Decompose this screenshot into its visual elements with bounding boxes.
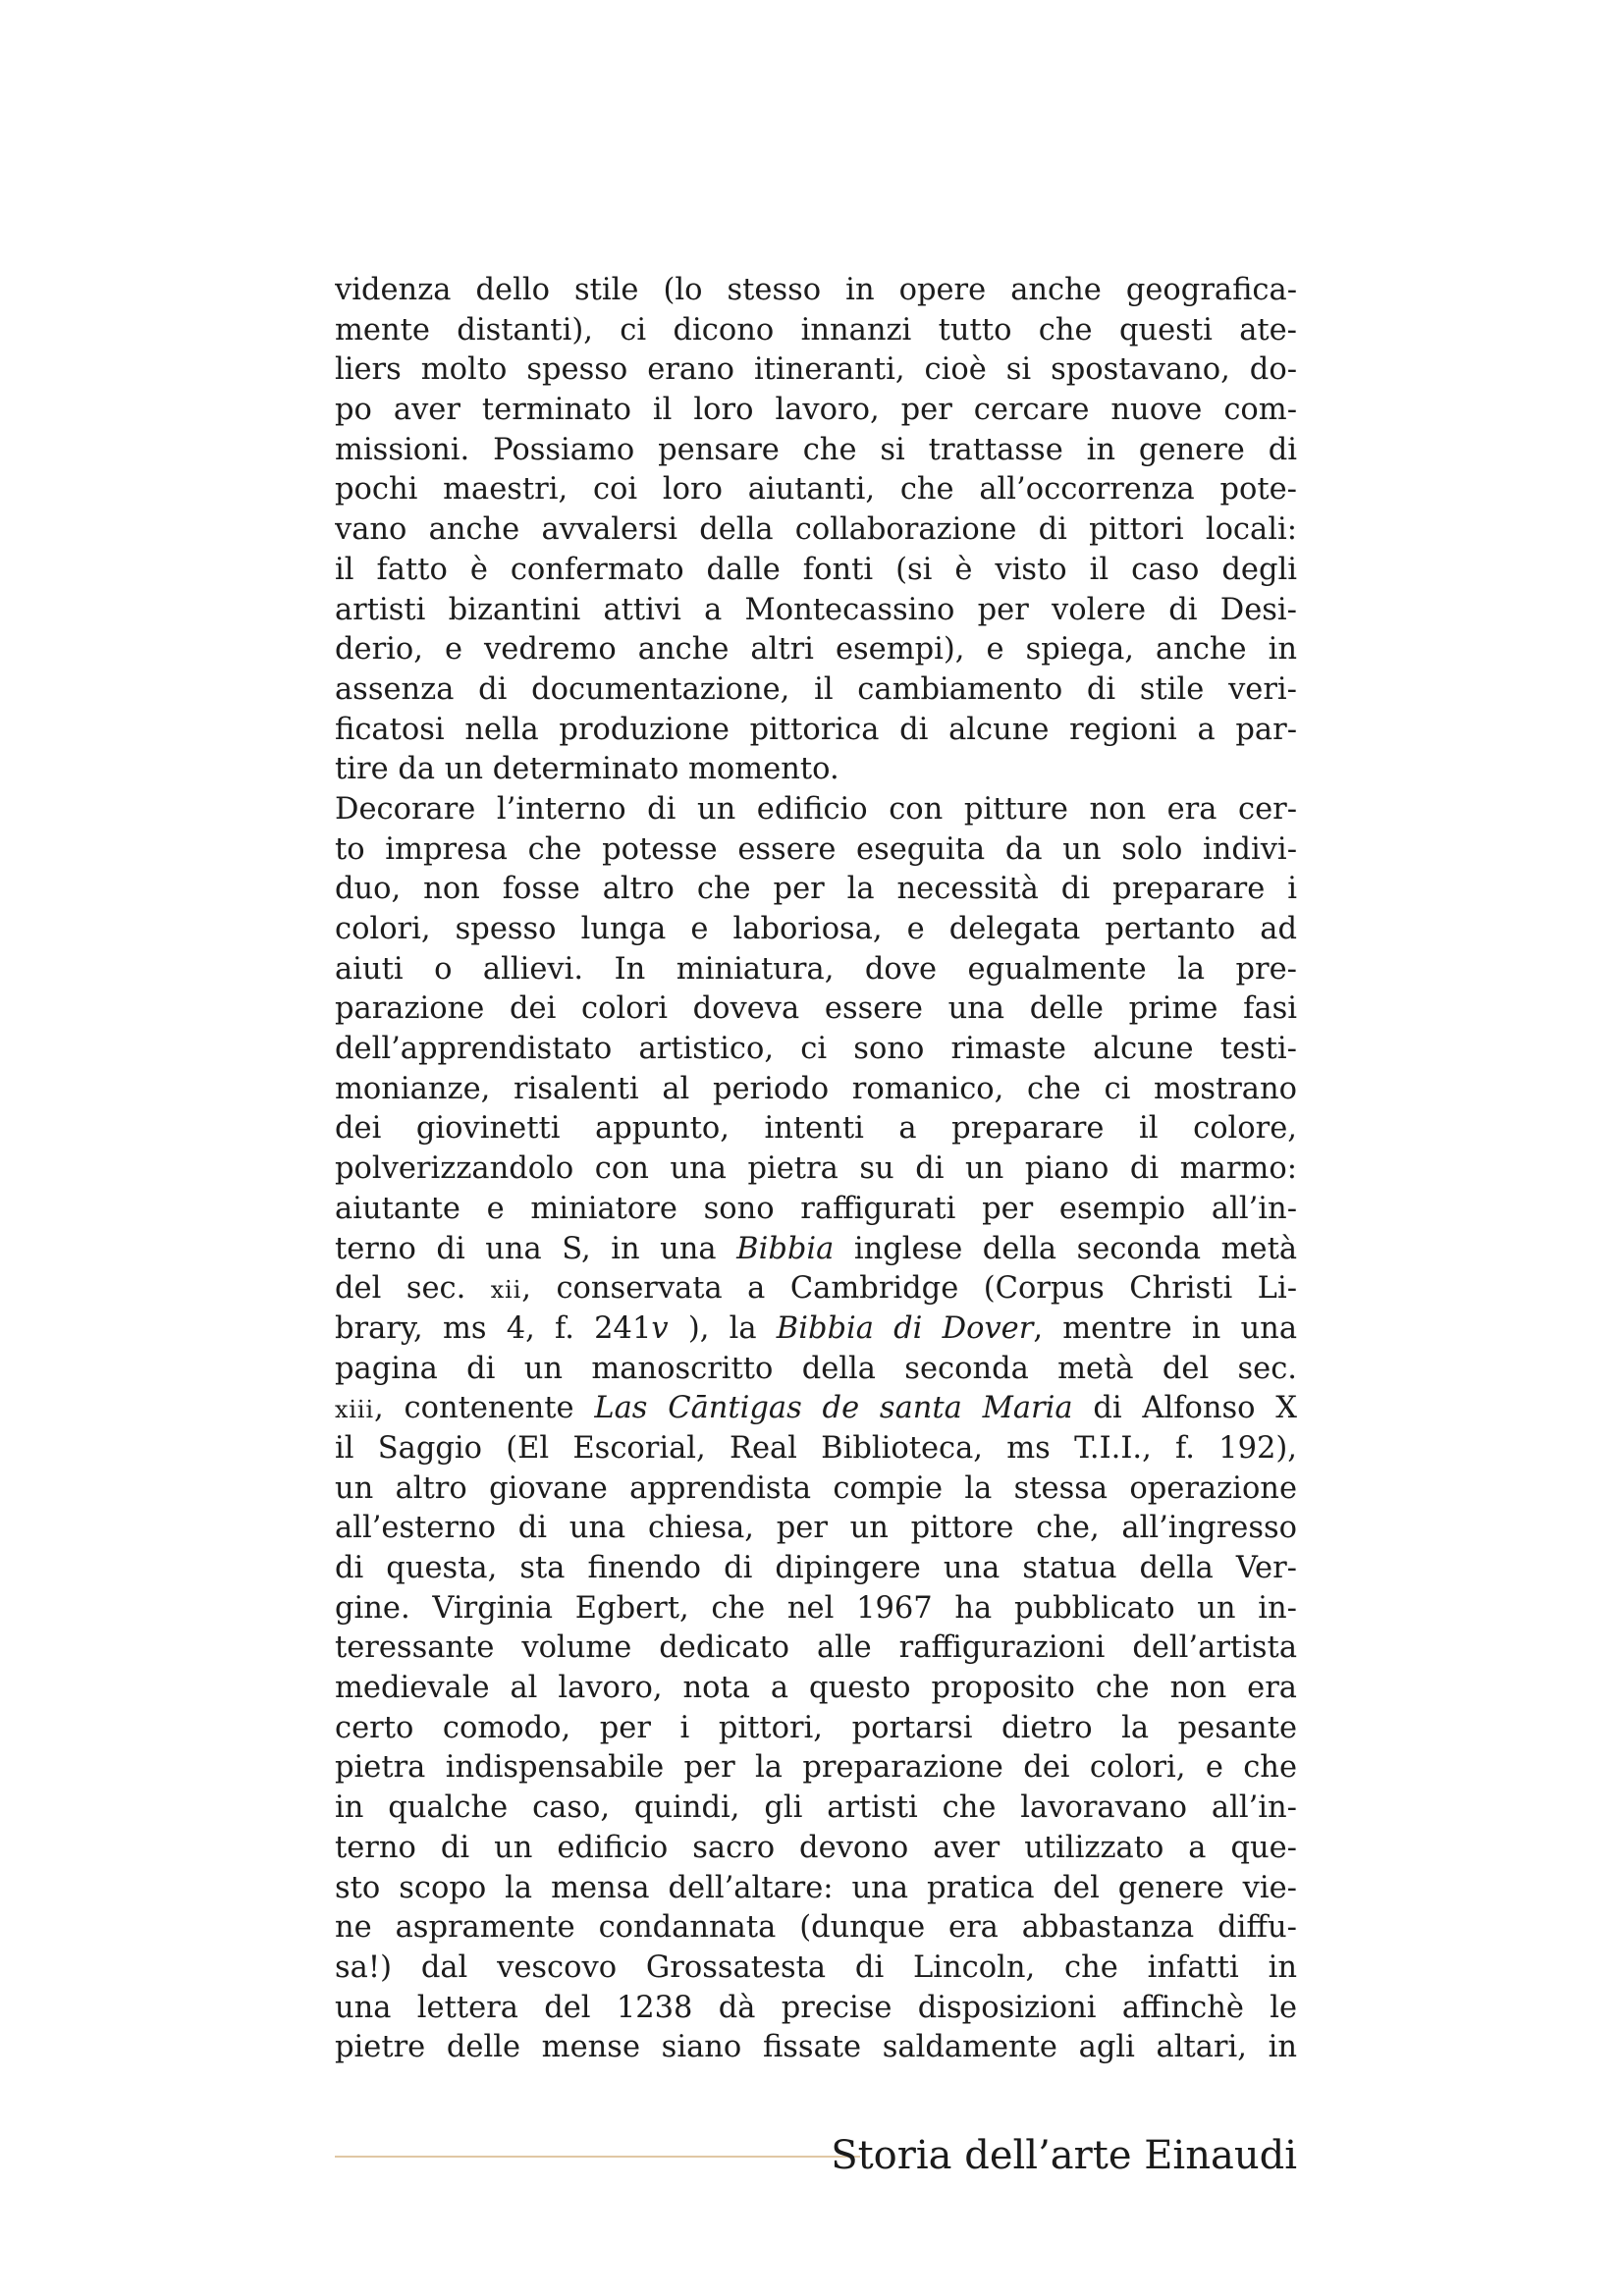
italic-text: Las Cāntigas de santa Maria	[594, 1391, 1073, 1426]
footer-rule	[335, 2156, 860, 2158]
text-line: dei giovinetti appunto, intenti a preparare il colore,	[335, 1111, 1297, 1147]
text-line: colori, spesso lunga e laboriosa, e delegata pertanto ad	[335, 912, 1297, 946]
text-line: assenza di documentazione, il cambiamento di stile veri-	[335, 671, 1297, 707]
text-line: to impresa che potesse essere eseguita da un solo indivi-	[335, 831, 1297, 867]
text-line: pochi maestri, coi loro aiutanti, che all’occorrenza pote-	[335, 472, 1297, 507]
text-line: medievale al lavoro, nota a questo proposito che non era	[335, 1671, 1297, 1706]
text-span: , contenente	[374, 1391, 595, 1426]
text-line: tire da un determinato momento.	[335, 752, 839, 787]
text-line	[335, 1269, 1297, 1309]
italic-text: Bibbia di Dover	[776, 1310, 1034, 1346]
text-line: sto scopo la mensa dell’altare: una pratica del genere vie-	[335, 1870, 1297, 1905]
italic-text: v	[651, 1310, 669, 1346]
text-span: , conservata a Cambridge (Corpus Christi Li-	[521, 1271, 1297, 1307]
text-line: il fatto è confermato dalle fonti (si è visto il caso degli	[335, 552, 1297, 587]
text-span: , mentre in una	[1033, 1310, 1297, 1346]
text-span: inglese della seconda metà	[834, 1231, 1297, 1266]
text-line: dell’apprendistato artistico, ci sono rimaste alcune testi-	[335, 1032, 1297, 1067]
text-span: terno di una S, in una	[335, 1231, 737, 1266]
text-line: aiutante e miniatore sono raffigurati per esempio all’in-	[335, 1191, 1297, 1226]
text-line: aiuti o allievi. In miniatura, dove egualmente la pre-	[335, 951, 1297, 987]
text-line	[335, 1230, 1297, 1270]
text-line: sa!) dal vescovo Grossatesta di Lincoln, che infatti in	[335, 1949, 1297, 1985]
text-line: missioni. Possiamo pensare che si trattasse in genere di	[335, 432, 1297, 467]
text-line: in qualche caso, quindi, gli artisti che lavoravano all’in-	[335, 1790, 1297, 1826]
text-line: parazione dei colori doveva essere una delle prime fasi	[335, 991, 1297, 1027]
body-text	[335, 271, 1297, 2068]
text-line: monianze, risalenti al periodo romanico, che ci mostrano	[335, 1071, 1297, 1106]
text-line: una lettera del 1238 dà precise disposizioni affinchè le	[335, 1990, 1297, 2025]
text-line: terno di un edificio sacro devono aver utilizzato a que-	[335, 1830, 1297, 1865]
text-line: artisti bizantini attivi a Montecassino per volere di Desi-	[335, 592, 1297, 627]
text-line: Decorare l’interno di un edificio con pitture non era cer-	[335, 791, 1297, 827]
text-span: di Alfonso X	[1072, 1391, 1297, 1426]
text-line: videnza dello stile (lo stesso in opere anche geografica-	[335, 273, 1297, 307]
text-line: di questa, sta finendo di dipingere una statua della Ver-	[335, 1551, 1297, 1585]
text-line: ficatosi nella produzione pittorica di alcune regioni a par-	[335, 712, 1297, 747]
text-line: duo, non fosse altro che per la necessità di preparare i	[335, 872, 1297, 907]
text-line: teressante volume dedicato alle raffigurazioni dell’artista	[335, 1630, 1297, 1666]
text-line: pagina di un manoscritto della seconda metà del sec.	[335, 1351, 1297, 1386]
text-line: po aver terminato il loro lavoro, per cercare nuove com-	[335, 393, 1297, 428]
roman-numeral: xiii	[335, 1396, 375, 1424]
text-line: pietra indispensabile per la preparazione dei colori, e che	[335, 1750, 1297, 1786]
text-line: derio, e vedremo anche altri esempi), e spiega, anche in	[335, 632, 1297, 667]
text-span: brary, ms 4, f. 241	[335, 1310, 652, 1346]
text-line: all’esterno di una chiesa, per un pittore che, all’ingresso	[335, 1511, 1297, 1546]
text-line: ne aspramente condannata (dunque era abbastanza diffu-	[335, 1910, 1297, 1946]
text-line: vano anche avvalersi della collaborazione di pittori locali:	[335, 512, 1297, 548]
italic-text: Bibbia	[736, 1231, 835, 1266]
text-line: polverizzandolo con una pietra su di un piano di marmo:	[335, 1151, 1297, 1187]
text-span: ), la	[668, 1310, 777, 1346]
text-line	[335, 1389, 1297, 1429]
footer-title: Storia dell’arte Einaudi	[831, 2133, 1297, 2178]
text-line: certo comodo, per i pittori, portarsi dietro la pesante	[335, 1710, 1297, 1745]
text-line: mente distanti), ci dicono innanzi tutto che questi ate-	[335, 312, 1297, 347]
roman-numeral: xii	[490, 1276, 522, 1305]
text-span: del sec.	[335, 1271, 491, 1307]
text-line: liers molto spesso erano itineranti, cioè si spostavano, do-	[335, 352, 1297, 388]
text-line	[335, 1309, 1297, 1350]
text-line: gine. Virginia Egbert, che nel 1967 ha pubblicato un in-	[335, 1590, 1297, 1626]
text-line: il Saggio (El Escorial, Real Biblioteca, ms T.I.I., f. 192),	[335, 1430, 1297, 1466]
text-line: pietre delle mense siano fissate saldamente agli altari, in	[335, 2030, 1297, 2065]
text-line: un altro giovane apprendista compie la stessa operazione	[335, 1470, 1297, 1506]
